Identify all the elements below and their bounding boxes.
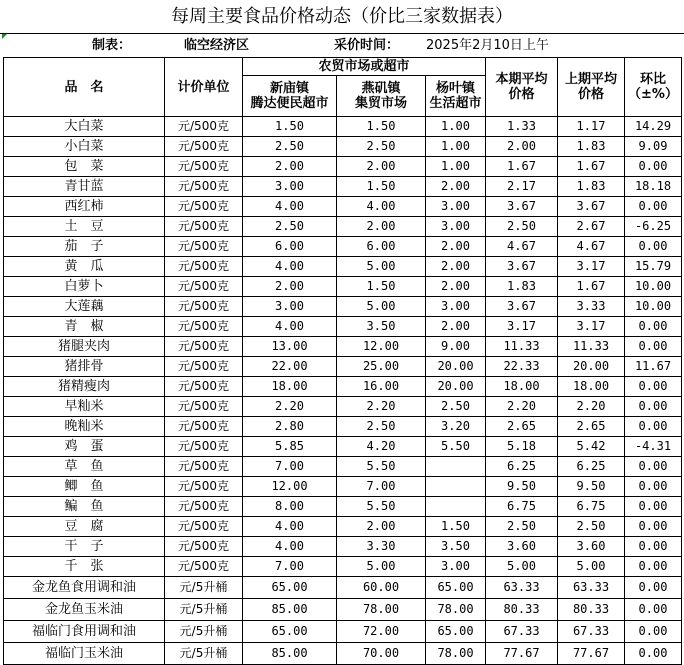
cell-change: 0.00: [625, 157, 682, 177]
cell-avg-current: 18.00: [486, 377, 558, 397]
cell-name: 金龙鱼玉米油: [4, 599, 165, 621]
cell-market-1: 7.00: [243, 557, 337, 577]
cell-avg-previous: 1.17: [558, 117, 625, 137]
table-row: [4, 599, 682, 621]
cell-unit: 元/500克: [165, 117, 243, 137]
cell-avg-current: 3.67: [486, 297, 558, 317]
table-row: [4, 157, 682, 177]
cell-market-3: 65.00: [426, 577, 486, 599]
cell-change: 9.09: [625, 137, 682, 157]
cell-market-1: 85.00: [243, 643, 337, 665]
cell-avg-previous: 11.33: [558, 337, 625, 357]
cell-market-2: 2.50: [337, 417, 426, 437]
header-market-group: 农贸市场或超市: [243, 58, 486, 76]
cell-avg-current: 22.33: [486, 357, 558, 377]
table-row: [4, 277, 682, 297]
cell-name: 草 鱼: [4, 457, 165, 477]
cell-unit: 元/500克: [165, 197, 243, 217]
table-row: [4, 337, 682, 357]
cell-market-3: 1.00: [426, 157, 486, 177]
header-avg-previous: 上期平均 价格: [558, 58, 625, 117]
cell-market-1: 4.00: [243, 197, 337, 217]
cell-avg-current: 5.00: [486, 557, 558, 577]
cell-market-2: 2.00: [337, 517, 426, 537]
cell-market-2: 5.00: [337, 557, 426, 577]
header-unit: 计价单位: [165, 58, 243, 117]
cell-market-2: 5.50: [337, 457, 426, 477]
cell-market-2: 2.50: [337, 137, 426, 157]
cell-avg-previous: 3.33: [558, 297, 625, 317]
cell-market-1: 4.00: [243, 257, 337, 277]
cell-avg-previous: 6.25: [558, 457, 625, 477]
cell-change: 0.00: [625, 457, 682, 477]
cell-name: 早籼米: [4, 397, 165, 417]
cell-market-1: 2.20: [243, 397, 337, 417]
cell-avg-current: 1.67: [486, 157, 558, 177]
cell-market-3: 3.00: [426, 197, 486, 217]
table-row: [4, 257, 682, 277]
maker-label: 制表：: [92, 38, 132, 53]
cell-name: 千 张: [4, 557, 165, 577]
cell-avg-current: 2.17: [486, 177, 558, 197]
header-change: 环比 （±%）: [625, 58, 682, 117]
cell-name: 猪排骨: [4, 357, 165, 377]
header-name: 品 名: [4, 58, 165, 117]
cell-name: 猪精瘦肉: [4, 377, 165, 397]
cell-market-1: 2.80: [243, 417, 337, 437]
cell-unit: 元/500克: [165, 237, 243, 257]
cell-avg-previous: 3.60: [558, 537, 625, 557]
cell-avg-previous: 63.33: [558, 577, 625, 599]
cell-market-1: 1.50: [243, 117, 337, 137]
cell-change: 0.00: [625, 497, 682, 517]
cell-market-1: 5.85: [243, 437, 337, 457]
cell-avg-previous: 9.50: [558, 477, 625, 497]
cell-name: 鳊 鱼: [4, 497, 165, 517]
table-row: [4, 457, 682, 477]
table-row: [4, 137, 682, 157]
cell-avg-previous: 1.67: [558, 157, 625, 177]
cell-market-3: [426, 457, 486, 477]
cell-unit: 元/5升桶: [165, 599, 243, 621]
cell-market-3: 1.00: [426, 137, 486, 157]
cell-market-3: 20.00: [426, 357, 486, 377]
cell-unit: 元/5升桶: [165, 621, 243, 643]
cell-market-2: 72.00: [337, 621, 426, 643]
cell-market-2: 25.00: [337, 357, 426, 377]
cell-market-1: 2.50: [243, 217, 337, 237]
cell-market-3: 2.50: [426, 397, 486, 417]
cell-change: 18.18: [625, 177, 682, 197]
cell-market-3: 2.00: [426, 237, 486, 257]
cell-unit: 元/500克: [165, 477, 243, 497]
cell-avg-previous: 2.20: [558, 397, 625, 417]
cell-market-1: 6.00: [243, 237, 337, 257]
cell-avg-current: 1.33: [486, 117, 558, 137]
header-avg-current: 本期平均 价格: [486, 58, 558, 117]
cell-market-2: 2.00: [337, 157, 426, 177]
cell-market-3: 9.00: [426, 337, 486, 357]
cell-change: 0.00: [625, 397, 682, 417]
cell-avg-previous: 2.67: [558, 217, 625, 237]
cell-avg-current: 2.65: [486, 417, 558, 437]
cell-avg-previous: 3.17: [558, 317, 625, 337]
time-label: 采价时间：: [334, 38, 400, 53]
cell-market-2: 1.50: [337, 277, 426, 297]
cell-change: 0.00: [625, 621, 682, 643]
cell-market-1: 13.00: [243, 337, 337, 357]
cell-unit: 元/500克: [165, 257, 243, 277]
cell-market-1: 85.00: [243, 599, 337, 621]
cell-change: 0.00: [625, 599, 682, 621]
cell-market-3: 3.20: [426, 417, 486, 437]
time-value: 2025年2月10日上午: [426, 38, 549, 53]
table-row: [4, 117, 682, 137]
cell-change: 0.00: [625, 577, 682, 599]
cell-avg-current: 2.50: [486, 517, 558, 537]
cell-market-1: 3.00: [243, 297, 337, 317]
cell-market-1: 2.50: [243, 137, 337, 157]
cell-market-1: 18.00: [243, 377, 337, 397]
table-row: [4, 497, 682, 517]
cell-name: 豆 腐: [4, 517, 165, 537]
cell-market-2: 4.00: [337, 197, 426, 217]
table-row: [4, 537, 682, 557]
maker-value: 临空经济区: [184, 38, 250, 53]
cell-market-2: 3.50: [337, 317, 426, 337]
cell-change: -4.31: [625, 437, 682, 457]
table-row: [4, 437, 682, 457]
cell-change: 0.00: [625, 537, 682, 557]
table-row: [4, 237, 682, 257]
cell-name: 黄 瓜: [4, 257, 165, 277]
cell-market-3: 20.00: [426, 377, 486, 397]
cell-market-2: 70.00: [337, 643, 426, 665]
cell-avg-current: 6.25: [486, 457, 558, 477]
cell-unit: 元/500克: [165, 557, 243, 577]
cell-market-3: 5.50: [426, 437, 486, 457]
cell-market-2: 16.00: [337, 377, 426, 397]
cell-unit: 元/5升桶: [165, 643, 243, 665]
cell-avg-previous: 6.75: [558, 497, 625, 517]
cell-avg-current: 2.00: [486, 137, 558, 157]
cell-avg-current: 6.75: [486, 497, 558, 517]
cell-change: 11.67: [625, 357, 682, 377]
cell-market-3: 3.00: [426, 557, 486, 577]
cell-market-3: 2.00: [426, 277, 486, 297]
cell-market-1: 2.00: [243, 277, 337, 297]
table-row: [4, 557, 682, 577]
cell-market-1: 4.00: [243, 537, 337, 557]
cell-market-1: 7.00: [243, 457, 337, 477]
cell-unit: 元/500克: [165, 377, 243, 397]
cell-name: 猪腿夹肉: [4, 337, 165, 357]
cell-unit: 元/500克: [165, 517, 243, 537]
cell-avg-previous: 5.42: [558, 437, 625, 457]
cell-avg-current: 77.67: [486, 643, 558, 665]
cell-change: 0.00: [625, 317, 682, 337]
cell-avg-current: 80.33: [486, 599, 558, 621]
cell-avg-previous: 2.65: [558, 417, 625, 437]
cell-unit: 元/500克: [165, 397, 243, 417]
cell-name: 小白菜: [4, 137, 165, 157]
cell-change: 14.29: [625, 117, 682, 137]
cell-avg-current: 9.50: [486, 477, 558, 497]
cell-change: 0.00: [625, 417, 682, 437]
cell-avg-current: 3.17: [486, 317, 558, 337]
header-market-3: 杨叶镇 生活超市: [426, 76, 486, 117]
header-market-2: 燕矶镇 集贸市场: [337, 76, 426, 117]
cell-change: 10.00: [625, 297, 682, 317]
cell-change: -6.25: [625, 217, 682, 237]
cell-market-2: 1.50: [337, 117, 426, 137]
cell-avg-previous: 18.00: [558, 377, 625, 397]
cell-avg-current: 3.67: [486, 257, 558, 277]
cell-market-3: 3.50: [426, 537, 486, 557]
cell-market-2: 6.00: [337, 237, 426, 257]
cell-market-1: 2.00: [243, 157, 337, 177]
cell-unit: 元/500克: [165, 417, 243, 437]
cell-change: 0.00: [625, 517, 682, 537]
cell-market-3: 1.00: [426, 117, 486, 137]
cell-change: 15.79: [625, 257, 682, 277]
cell-name: 大莲藕: [4, 297, 165, 317]
cell-name: 福临门食用调和油: [4, 621, 165, 643]
table-row: [4, 217, 682, 237]
cell-market-3: [426, 477, 486, 497]
cell-market-2: 5.00: [337, 257, 426, 277]
cell-unit: 元/5升桶: [165, 577, 243, 599]
cell-change: 0.00: [625, 197, 682, 217]
cell-market-1: 22.00: [243, 357, 337, 377]
cell-avg-current: 11.33: [486, 337, 558, 357]
cell-name: 青甘蓝: [4, 177, 165, 197]
table-row: [4, 643, 682, 665]
cell-avg-current: 2.50: [486, 217, 558, 237]
cell-market-3: 2.00: [426, 257, 486, 277]
cell-market-3: 65.00: [426, 621, 486, 643]
cell-name: 鸡 蛋: [4, 437, 165, 457]
cell-unit: 元/500克: [165, 177, 243, 197]
cell-name: 包 菜: [4, 157, 165, 177]
table-row: [4, 377, 682, 397]
cell-market-1: 8.00: [243, 497, 337, 517]
table-row: [4, 417, 682, 437]
cell-name: 金龙鱼食用调和油: [4, 577, 165, 599]
cell-market-1: 12.00: [243, 477, 337, 497]
cell-market-2: 12.00: [337, 337, 426, 357]
cell-market-2: 60.00: [337, 577, 426, 599]
cell-avg-current: 1.83: [486, 277, 558, 297]
cell-unit: 元/500克: [165, 137, 243, 157]
cell-avg-previous: 67.33: [558, 621, 625, 643]
cell-avg-current: 67.33: [486, 621, 558, 643]
cell-unit: 元/500克: [165, 277, 243, 297]
cell-market-2: 1.50: [337, 177, 426, 197]
cell-unit: 元/500克: [165, 297, 243, 317]
table-row: [4, 177, 682, 197]
sheet-title: 每周主要食品价格动态（价比三家数据表）: [0, 0, 684, 34]
table-row: [4, 577, 682, 599]
cell-avg-previous: 80.33: [558, 599, 625, 621]
cell-name: 西红柿: [4, 197, 165, 217]
cell-unit: 元/500克: [165, 337, 243, 357]
cell-avg-previous: 1.83: [558, 137, 625, 157]
cell-market-2: 2.20: [337, 397, 426, 417]
cell-market-2: 7.00: [337, 477, 426, 497]
cell-error-marker-icon: [2, 34, 7, 39]
cell-unit: 元/500克: [165, 457, 243, 477]
cell-unit: 元/500克: [165, 437, 243, 457]
cell-avg-current: 4.67: [486, 237, 558, 257]
cell-market-3: [426, 497, 486, 517]
cell-market-3: 78.00: [426, 599, 486, 621]
cell-change: 0.00: [625, 337, 682, 357]
cell-change: 0.00: [625, 237, 682, 257]
header-market-1: 新庙镇 腾达便民超市: [243, 76, 337, 117]
cell-change: 0.00: [625, 643, 682, 665]
cell-market-3: 2.00: [426, 317, 486, 337]
cell-market-2: 4.20: [337, 437, 426, 457]
cell-market-1: 4.00: [243, 317, 337, 337]
table-row: [4, 317, 682, 337]
table-row: [4, 357, 682, 377]
cell-change: 0.00: [625, 377, 682, 397]
cell-avg-previous: 5.00: [558, 557, 625, 577]
cell-avg-current: 3.60: [486, 537, 558, 557]
cell-market-2: 78.00: [337, 599, 426, 621]
cell-market-1: 3.00: [243, 177, 337, 197]
cell-market-3: 3.00: [426, 217, 486, 237]
cell-market-3: 1.50: [426, 517, 486, 537]
cell-name: 晚籼米: [4, 417, 165, 437]
cell-market-1: 4.00: [243, 517, 337, 537]
cell-unit: 元/500克: [165, 497, 243, 517]
table-row: [4, 517, 682, 537]
cell-market-3: 3.00: [426, 297, 486, 317]
table-row: [4, 197, 682, 217]
cell-avg-current: 3.67: [486, 197, 558, 217]
cell-market-2: 5.50: [337, 497, 426, 517]
cell-unit: 元/500克: [165, 317, 243, 337]
cell-name: 青 椒: [4, 317, 165, 337]
cell-market-2: 2.00: [337, 217, 426, 237]
cell-name: 大白菜: [4, 117, 165, 137]
table-row: [4, 477, 682, 497]
cell-market-2: 5.00: [337, 297, 426, 317]
cell-name: 茄 子: [4, 237, 165, 257]
cell-avg-current: 2.20: [486, 397, 558, 417]
cell-avg-previous: 1.83: [558, 177, 625, 197]
cell-change: 0.00: [625, 557, 682, 577]
table-row: [4, 621, 682, 643]
cell-unit: 元/500克: [165, 217, 243, 237]
cell-avg-current: 5.18: [486, 437, 558, 457]
cell-avg-previous: 20.00: [558, 357, 625, 377]
cell-name: 福临门玉米油: [4, 643, 165, 665]
cell-change: 0.00: [625, 477, 682, 497]
cell-name: 干 子: [4, 537, 165, 557]
cell-market-3: 78.00: [426, 643, 486, 665]
cell-avg-previous: 3.67: [558, 197, 625, 217]
cell-market-2: 3.30: [337, 537, 426, 557]
cell-unit: 元/500克: [165, 537, 243, 557]
cell-change: 10.00: [625, 277, 682, 297]
price-table: [3, 57, 682, 665]
cell-market-3: 2.00: [426, 177, 486, 197]
cell-market-1: 65.00: [243, 621, 337, 643]
cell-avg-previous: 4.67: [558, 237, 625, 257]
cell-avg-current: 63.33: [486, 577, 558, 599]
cell-avg-previous: 2.50: [558, 517, 625, 537]
cell-avg-previous: 1.67: [558, 277, 625, 297]
cell-unit: 元/500克: [165, 157, 243, 177]
cell-name: 土 豆: [4, 217, 165, 237]
cell-name: 鲫 鱼: [4, 477, 165, 497]
table-row: [4, 397, 682, 417]
table-row: [4, 297, 682, 317]
cell-name: 白萝卜: [4, 277, 165, 297]
cell-avg-previous: 77.67: [558, 643, 625, 665]
cell-avg-previous: 3.17: [558, 257, 625, 277]
cell-unit: 元/500克: [165, 357, 243, 377]
cell-market-1: 65.00: [243, 577, 337, 599]
